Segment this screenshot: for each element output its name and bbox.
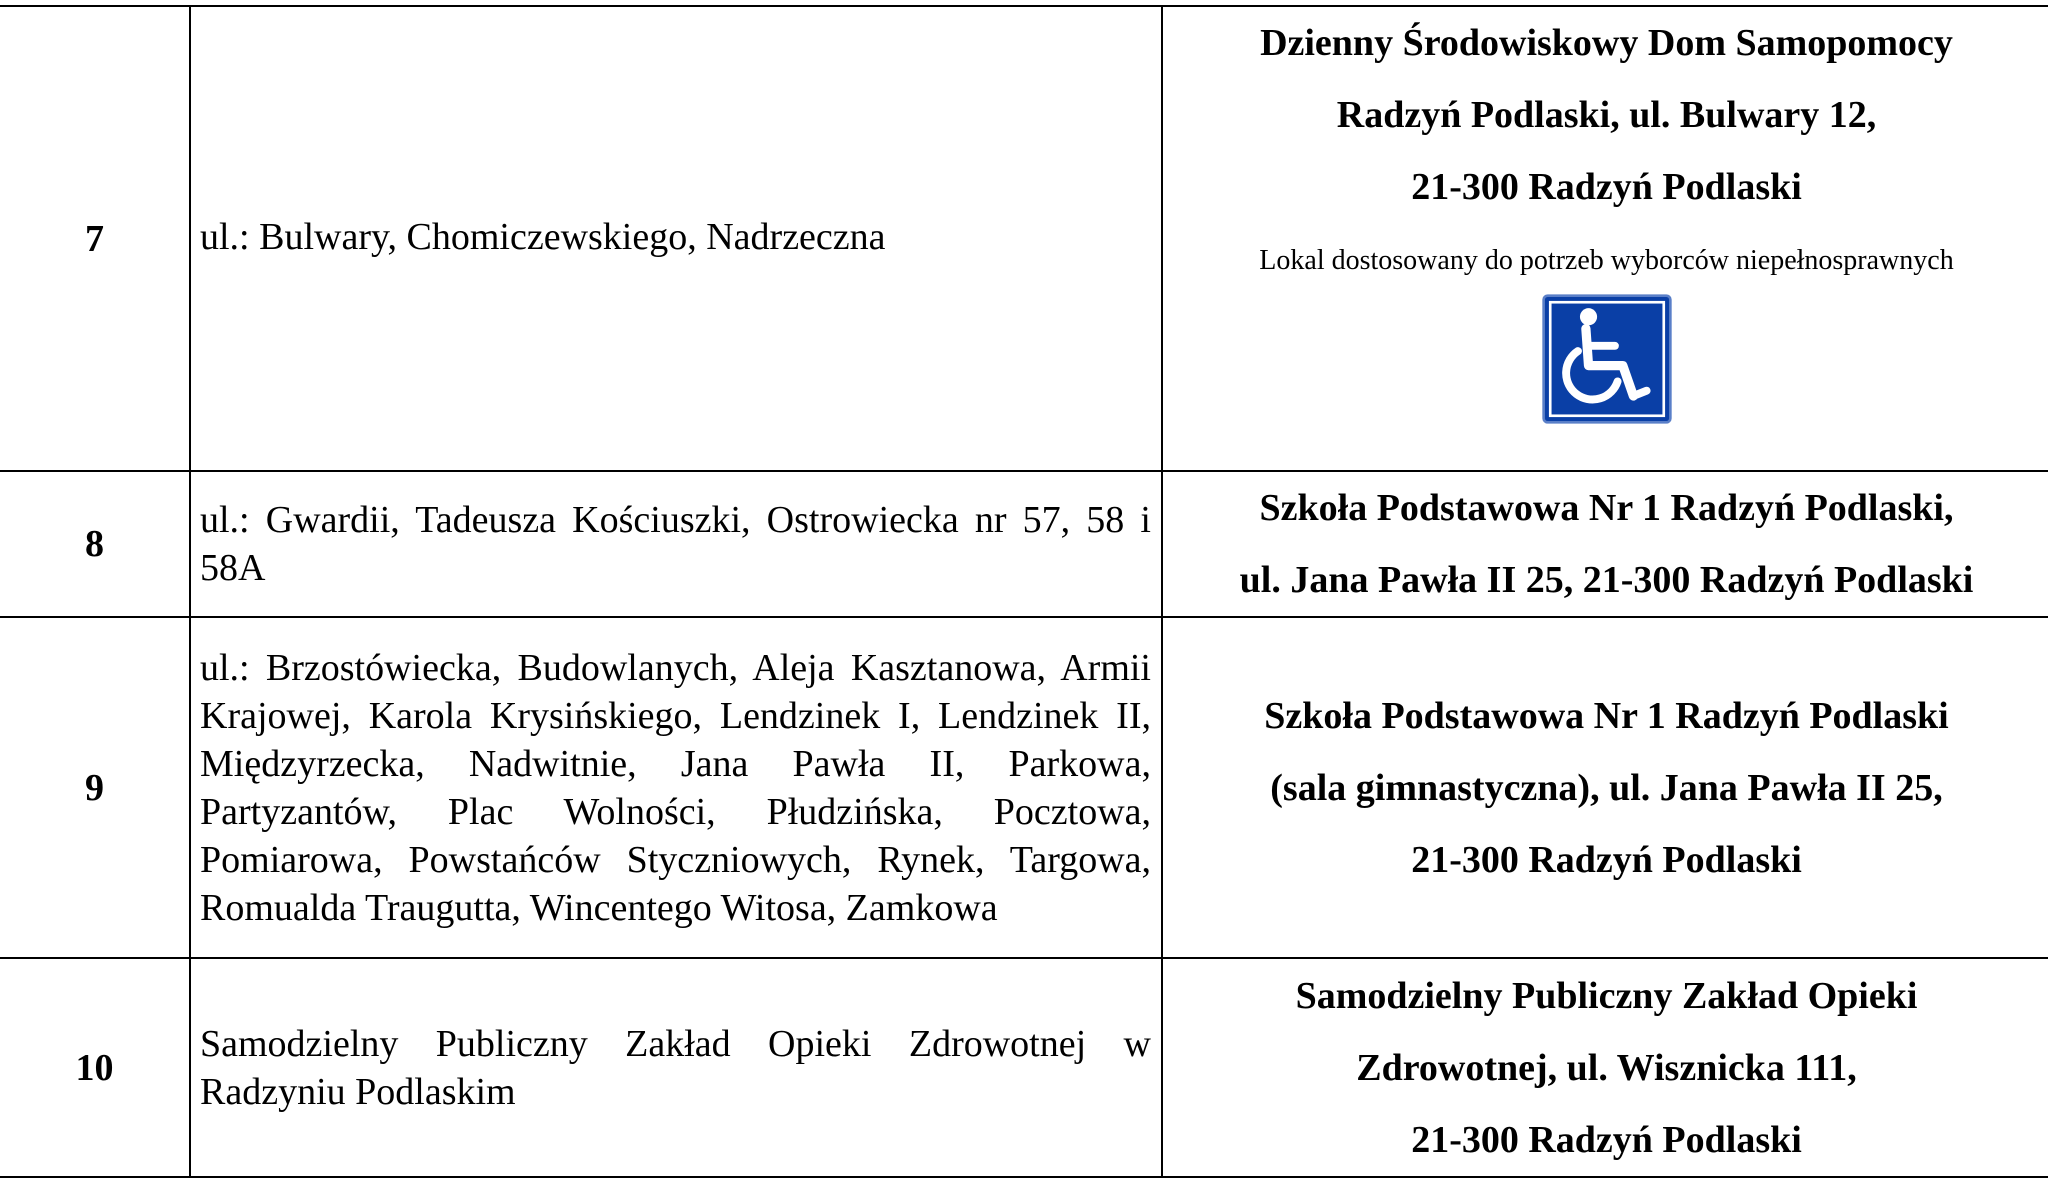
place-line: Szkoła Podstawowa Nr 1 Radzyń Podlaski — [1264, 694, 1949, 737]
district-streets — [190, 471, 1162, 617]
district-number: 8 — [0, 471, 190, 617]
place-line: 21-300 Radzyń Podlaski — [1411, 838, 1802, 881]
place-line: Radzyń Podlaski, ul. Bulwary 12, — [1336, 94, 1877, 136]
table-row — [0, 617, 2048, 958]
district-streets — [190, 617, 1162, 958]
table-row — [0, 958, 2048, 1177]
district-streets — [190, 6, 1162, 471]
district-streets — [190, 958, 1162, 1177]
polling-stations-table — [0, 5, 2048, 1178]
place-line: Samodzielny Publiczny Zakład Opieki — [1295, 974, 1918, 1017]
district-number: 7 — [0, 6, 190, 471]
polling-place — [1162, 617, 2048, 958]
streets-text: ul.: Gwardii, Tadeusza Kościuszki, Ostrowiecka nr 57, 58 i 58A — [200, 499, 1151, 589]
place-line: Dzienny Środowiskowy Dom Samopomocy — [1260, 22, 1953, 64]
place-line: Zdrowotnej, ul. Wisznicka 111, — [1356, 1046, 1857, 1089]
table-row — [0, 471, 2048, 617]
place-line: Szkoła Podstawowa Nr 1 Radzyń Podlaski, — [1259, 487, 1954, 529]
wheelchair-icon — [1541, 293, 1673, 425]
district-number: 9 — [0, 617, 190, 958]
accessibility-note: Lokal dostosowany do potrzeb wyborców niepełnosprawnych — [1259, 245, 1954, 276]
streets-text: Samodzielny Publiczny Zakład Opieki Zdrowotnej w Radzyniu Podlaskim — [200, 1022, 1151, 1113]
place-line: 21-300 Radzyń Podlaski — [1411, 166, 1802, 208]
polling-place — [1162, 958, 2048, 1177]
streets-text: ul.: Bulwary, Chomiczewskiego, Nadrzeczna — [200, 215, 886, 258]
table-row — [0, 6, 2048, 471]
place-line: ul. Jana Pawła II 25, 21-300 Radzyń Podlaski — [1239, 559, 1974, 601]
polling-place — [1162, 471, 2048, 617]
streets-text: ul.: Brzostówiecka, Budowlanych, Aleja Kasztanowa, Armii Krajowej, Karola Krysińskiego, Lendzinek I, Lendzinek II, Międzyrzecka, Nadwitnie, Jana Pawła II, Parkowa, Partyzantów, Plac Wolności, Płudzińska, Pocztowa, Pomiarowa, Powstańców Styczniowych, Rynek, Targowa, Romualda Traugutta, Wincentego Witosa, Zamkowa — [200, 646, 1151, 929]
place-line: 21-300 Radzyń Podlaski — [1411, 1118, 1802, 1161]
place-line: (sala gimnastyczna), ul. Jana Pawła II 25, — [1270, 766, 1943, 809]
polling-place — [1162, 6, 2048, 471]
district-number: 10 — [0, 958, 190, 1177]
